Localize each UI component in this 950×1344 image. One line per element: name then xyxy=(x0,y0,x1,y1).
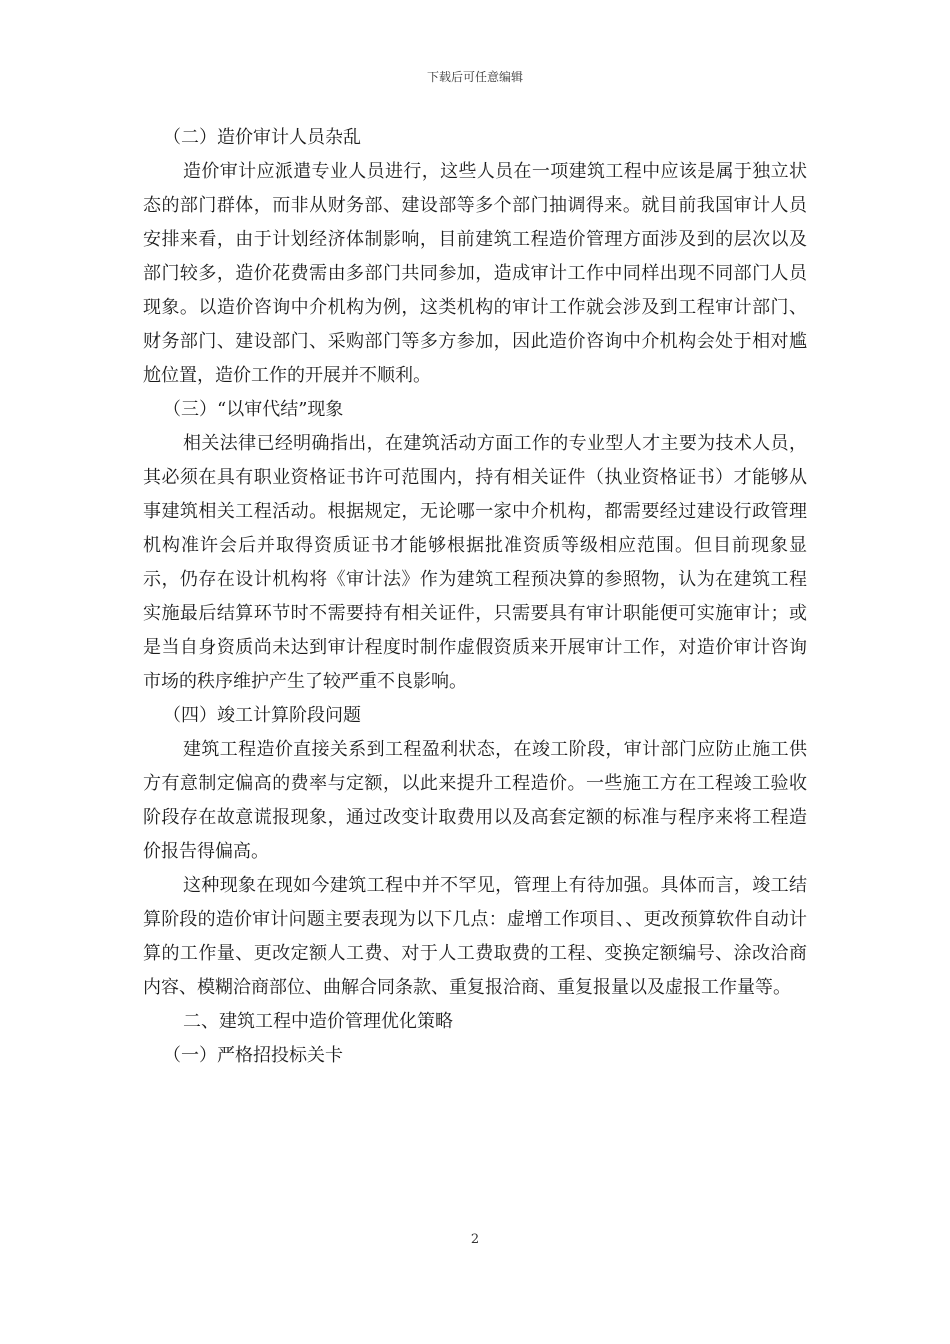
section-heading-3: （三）“以审代结”现象 xyxy=(163,399,344,420)
section-heading-strategy-1: （一）严格招投标关卡 xyxy=(163,1045,343,1066)
document-body xyxy=(143,121,807,1073)
chapter-heading-2: 二、建筑工程中造价管理优化策略 xyxy=(183,1011,453,1032)
section-heading-2: （二）造价审计人员杂乱 xyxy=(163,127,361,148)
page-number: 2 xyxy=(470,1232,480,1247)
page-header: 下载后可任意编辑 xyxy=(426,70,523,84)
paragraph-auditors: 造价审计应派遣专业人员进行，这些人员在一项建筑工程中应该是属于独立状态的部门群体，而非从财务部、建设部等多个部门抽调得来。就目前我国审计人员安排来看，由于计划经济体制影响，目前建筑工程造价管理方面涉及到的层次以及部门较多，造价花费需由多部门共同参加，造成审计工作中同样出现不同部门人员现象。以造价咨询中介机构为例，这类机构的审计工作就会涉及到工程审计部门、财务部门、建设部门、采购部门等多方参加，因此造价咨询中介机构会处于相对尴尬位置，造价工作的开展并不顺利。 xyxy=(143,161,807,386)
paragraph-completion-issues: 这种现象在现如今建筑工程中并不罕见，管理上有待加强。具体而言，竣工结算阶段的造价审计问题主要表现为以下几点：虚增工作项目、、更改预算软件自动计算的工作量、更改定额人工费、对于人工费取费的工程、变换定额编号、涂改洽商内容、模糊洽商部位、曲解合同条款、重复报洽商、重复报量以及虚报工作量等。 xyxy=(143,875,807,998)
paragraph-completion-stage: 建筑工程造价直接关系到工程盈利状态，在竣工阶段，审计部门应防止施工供方有意制定偏高的费率与定额，以此来提升工程造价。一些施工方在工程竣工验收阶段存在故意谎报现象，通过改变计取费用以及高套定额的标准与程序来将工程造价报告得偏高。 xyxy=(143,739,807,862)
paragraph-audit-for-settlement: 相关法律已经明确指出，在建筑活动方面工作的专业型人才主要为技术人员，其必须在具有职业资格证书许可范围内，持有相关证件（执业资格证书）才能够从事建筑相关工程活动。根据规定，无论哪一家中介机构，都需要经过建设行政管理机构准许会后并取得资质证书才能够根据批准资质等级相应范围。但目前现象显示，仍存在设计机构将《审计法》作为建筑工程预决算的参照物，认为在建筑工程实施最后结算环节时不需要持有相关证件，只需要具有审计职能便可实施审计；或是当自身资质尚未达到审计程度时制作虚假资质来开展审计工作，对造价审计咨询市场的秩序维护产生了较严重不良影响。 xyxy=(143,433,807,692)
section-heading-4: （四）竣工计算阶段问题 xyxy=(163,705,361,726)
